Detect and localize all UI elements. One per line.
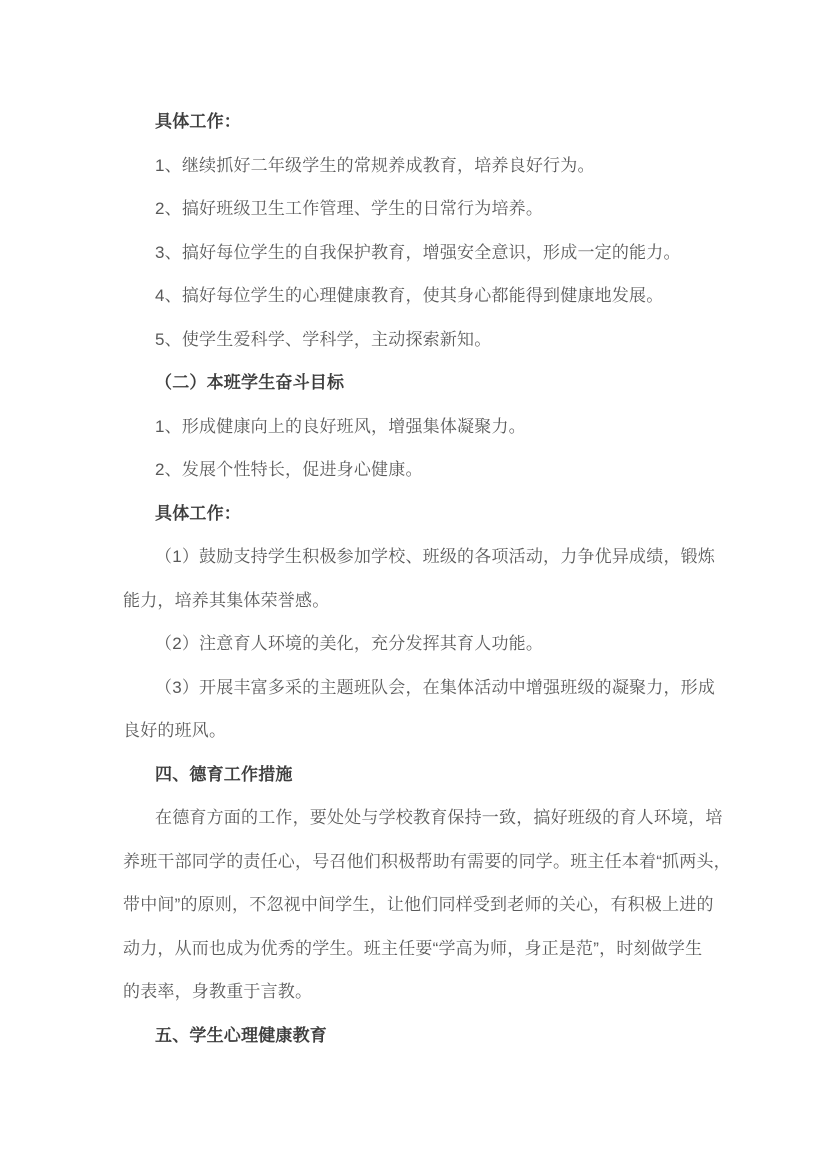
text-line: （1）鼓励支持学生积极参加学校、班级的各项活动，力争优异成绩，锻炼 <box>155 547 716 566</box>
text-line: 3、搞好每位学生的自我保护教育，增强安全意识，形成一定的能力。 <box>155 242 681 262</box>
text-line: （2）注意育人环境的美化，充分发挥其育人功能。 <box>155 634 544 653</box>
text-line: 养班干部同学的责任心，号召他们积极帮助有需要的同学。班主任本着“抓两头， <box>123 851 731 871</box>
text-line: 带中间”的原则，不忽视中间学生，让他们同样受到老师的关心，有积极上进的 <box>123 895 714 914</box>
text-line: 良好的班风。 <box>123 721 227 740</box>
text-line: 能力，培养其集体荣誉感。 <box>123 590 330 610</box>
text-line: 4、搞好每位学生的心理健康教育，使其身心都能得到健康地发展。 <box>155 286 664 305</box>
text-line: 5、使学生爱科学、学科学，主动探索新知。 <box>155 329 492 349</box>
section-heading: 具体工作： <box>155 112 241 131</box>
text-line: 1、形成健康向上的良好班风，增强集体凝聚力。 <box>155 416 526 436</box>
text-line: 1、继续抓好二年级学生的常规养成教育，培养良好行为。 <box>155 155 595 175</box>
section-heading: 五、学生心理健康教育 <box>155 1025 327 1045</box>
text-line: （3）开展丰富多采的主题班队会，在集体活动中增强班级的凝聚力，形成 <box>155 677 716 697</box>
section-heading: （二）本班学生奋斗目标 <box>155 373 345 392</box>
text-line: 的表率，身教重于言教。 <box>123 982 313 1001</box>
text-line: 动力，从而也成为优秀的学生。班主任要“学高为师，身正是范”，时刻做学生 <box>123 938 703 958</box>
section-heading: 四、德育工作措施 <box>155 764 293 784</box>
text-line: 2、搞好班级卫生工作管理、学生的日常行为培养。 <box>155 199 544 218</box>
document-content <box>123 100 731 1057</box>
section-heading: 具体工作： <box>155 503 241 523</box>
text-line: 在德育方面的工作，要处处与学校教育保持一致，搞好班级的育人环境，培 <box>155 808 723 827</box>
text-line: 2、发展个性特长，促进身心健康。 <box>155 460 423 479</box>
